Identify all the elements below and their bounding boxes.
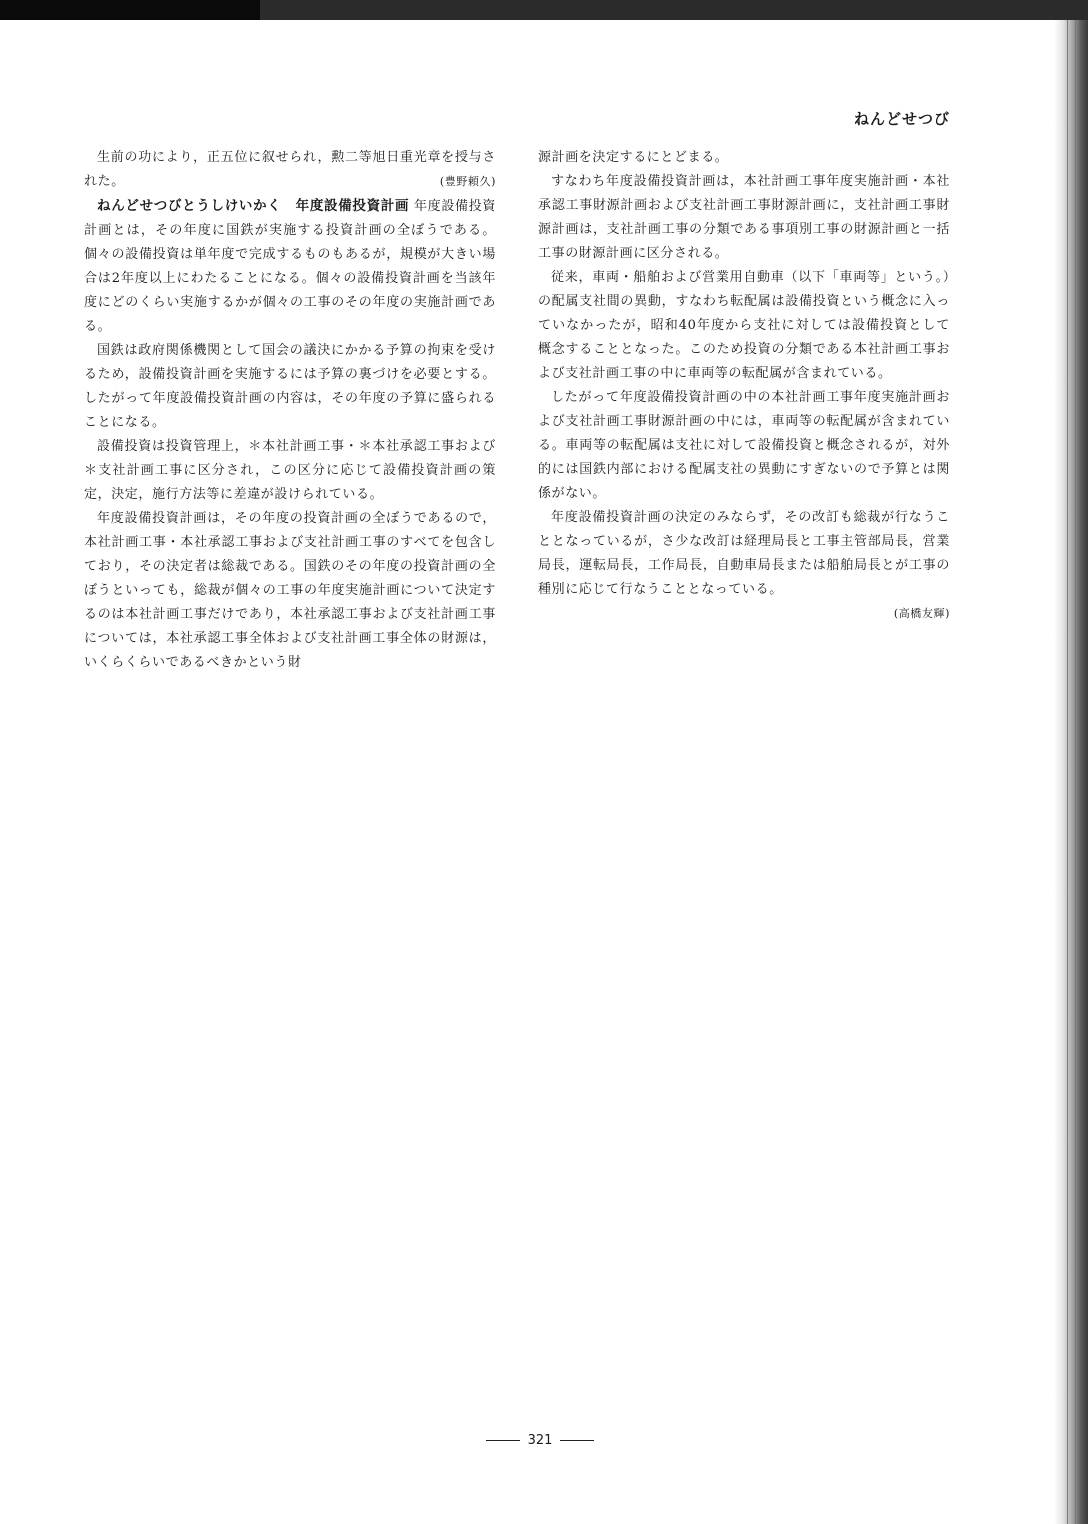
entry-heading: ねんどせつびとうしけいかく 年度設備投資計画 — [97, 198, 410, 214]
paragraph: 年度設備投資計画の決定のみならず，その改訂も総裁が行なうこととなっているが，さ少な改訂は経理局長と工事主管部局長，営業局長，運転局長，工作局長，自動車局長または船舶局長とが工事の種別に応じて行なうこととなっている。 — [538, 510, 950, 597]
entry-first-paragraph: 年度設備投資計画とは，その年度に国鉄が実施する投資計画の全ぼうである。個々の設備投資は単年度で完成するものもあるが，規模が大きい場合は2年度以上にわたることになる。個々の設備投資計画を当該年度にどのくらい実施するかが個々の工事のその年度の実施計画である。 — [84, 199, 497, 334]
paragraph: 国鉄は政府関係機関として国会の議決にかかる予算の拘束を受けるため，設備投資計画を実施するには予算の裏づけを必要とする。したがって年度設備投資計画の内容は，その年度の予算に盛られることになる。 — [84, 343, 496, 430]
author-credit: (高橋友輝) — [893, 607, 950, 620]
page-number-dash — [486, 1440, 520, 1441]
book-binding-shadow — [1054, 20, 1088, 1524]
paragraph: すなわち年度設備投資計画は，本社計画工事年度実施計画・本社承認工事財源計画および支社計画工事財源計画に，支社計画工事財源計画は，支社計画工事の分類である事項別工事の財源計画と一括工事の財源計画に区分される。 — [538, 174, 950, 261]
page-number-dash — [560, 1440, 594, 1441]
running-head: ねんどせつび — [853, 110, 950, 128]
page-number: 321 — [527, 1433, 553, 1448]
page-number-footer — [430, 1433, 650, 1448]
binding-line — [1067, 20, 1068, 1524]
entry-paragraph — [84, 194, 496, 339]
continuation-text: 源計画を決定するにとどまる。 — [538, 150, 729, 165]
continuation-text — [84, 146, 496, 194]
paragraph: 設備投資は投資管理上，＊本社計画工事・＊本社承認工事および＊支社計画工事に区分され，この区分に応じて設備投資計画の策定，決定，施行方法等に差違が設けられている。 — [84, 439, 496, 502]
author-credit: (豊野頼久) — [439, 175, 496, 188]
paragraph: 従来，車両・船舶および営業用自動車（以下「車両等」という。）の配属支社間の異動，すなわち転配属は設備投資という概念に入っていなかったが，昭和40年度から支社に対しては設備投資として概念することとなった。このため投資の分類である本社計画工事および支社計画工事の中に車両等の転配属が含まれている。 — [538, 270, 950, 381]
left-column — [84, 146, 496, 675]
paragraph: したがって年度設備投資計画の中の本社計画工事年度実施計画および支社計画工事財源計画の中には，車両等の転配属が含まれている。車両等の転配属は支社に対して設備投資と概念されるが，対外的には国鉄内部における配属支社の異動にすぎないので予算とは関係がない。 — [538, 390, 950, 501]
scan-top-edge-shade — [260, 0, 1088, 20]
continuation-text-body: 生前の功により，正五位に叙せられ，勲二等旭日重光章を授与された。 — [84, 150, 496, 189]
binding-line — [1075, 20, 1076, 1524]
paragraph: 年度設備投資計画は，その年度の投資計画の全ぼうであるので，本社計画工事・本社承認工事および支社計画工事のすべてを包含しており，その決定者は総裁である。国鉄のその年度の投資計画の全ぼうといっても，総裁が個々の工事の年度実施計画について決定するのは本社計画工事だけであり，本社承認工事および支社計画工事については，本社承認工事全体および支社計画工事全体の財源は，いくらくらいであるべきかという財 — [84, 511, 496, 670]
right-column — [538, 146, 950, 626]
